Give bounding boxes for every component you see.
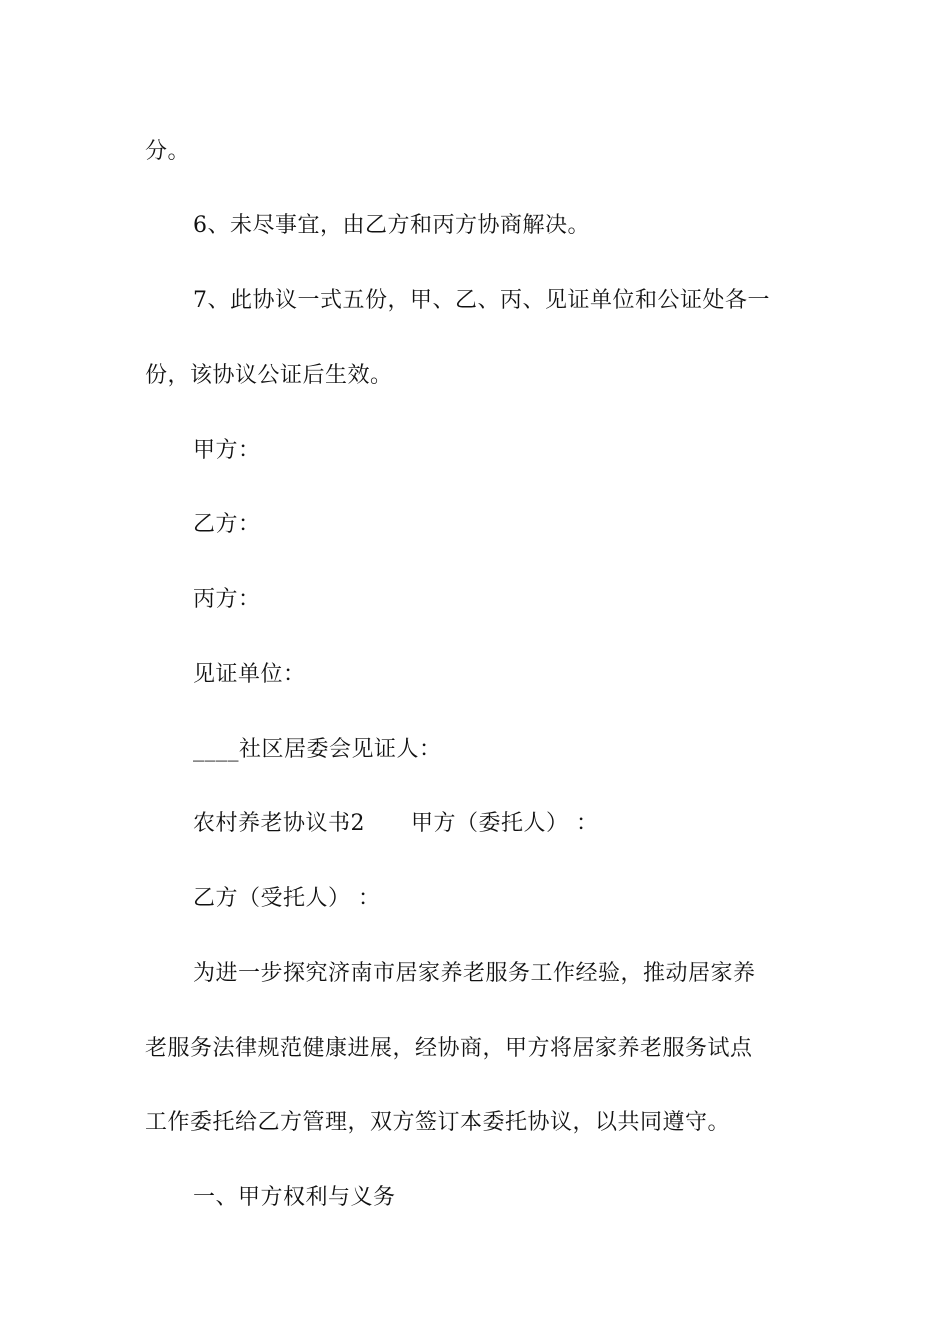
paragraph-line: 6、未尽事宜，由乙方和丙方协商解决。 [193,213,590,238]
signature-party-c: 丙方： [193,587,261,612]
paragraph-line: 为进一步探究济南市居家养老服务工作经验，推动居家养 [193,961,756,986]
signature-party-a: 甲方： [193,438,261,463]
paragraph-line: 老服务法律规范健康进展，经协商，甲方将居家养老服务试点 [145,1036,753,1061]
party-a-label: 甲方（委托人） ： [411,811,599,836]
paragraph-line: 份，该协议公证后生效。 [145,363,393,388]
section-heading: 一、甲方权利与义务 [193,1185,396,1210]
document-title: 农村养老协议书2 [193,811,365,836]
section-heading-line [193,810,599,838]
witness-unit-label: 见证单位： [193,662,306,687]
paragraph-line: 分。 [145,139,191,164]
signature-party-b: 乙方： [193,512,261,537]
party-b-label: 乙方（受托人） ： [193,886,381,911]
witness-person-label: ____社区居委会见证人： [193,737,442,762]
paragraph-line: 7、此协议一式五份，甲、乙、丙、见证单位和公证处各一 [193,288,770,313]
paragraph-line: 工作委托给乙方管理，双方签订本委托协议，以共同遵守。 [145,1110,731,1135]
